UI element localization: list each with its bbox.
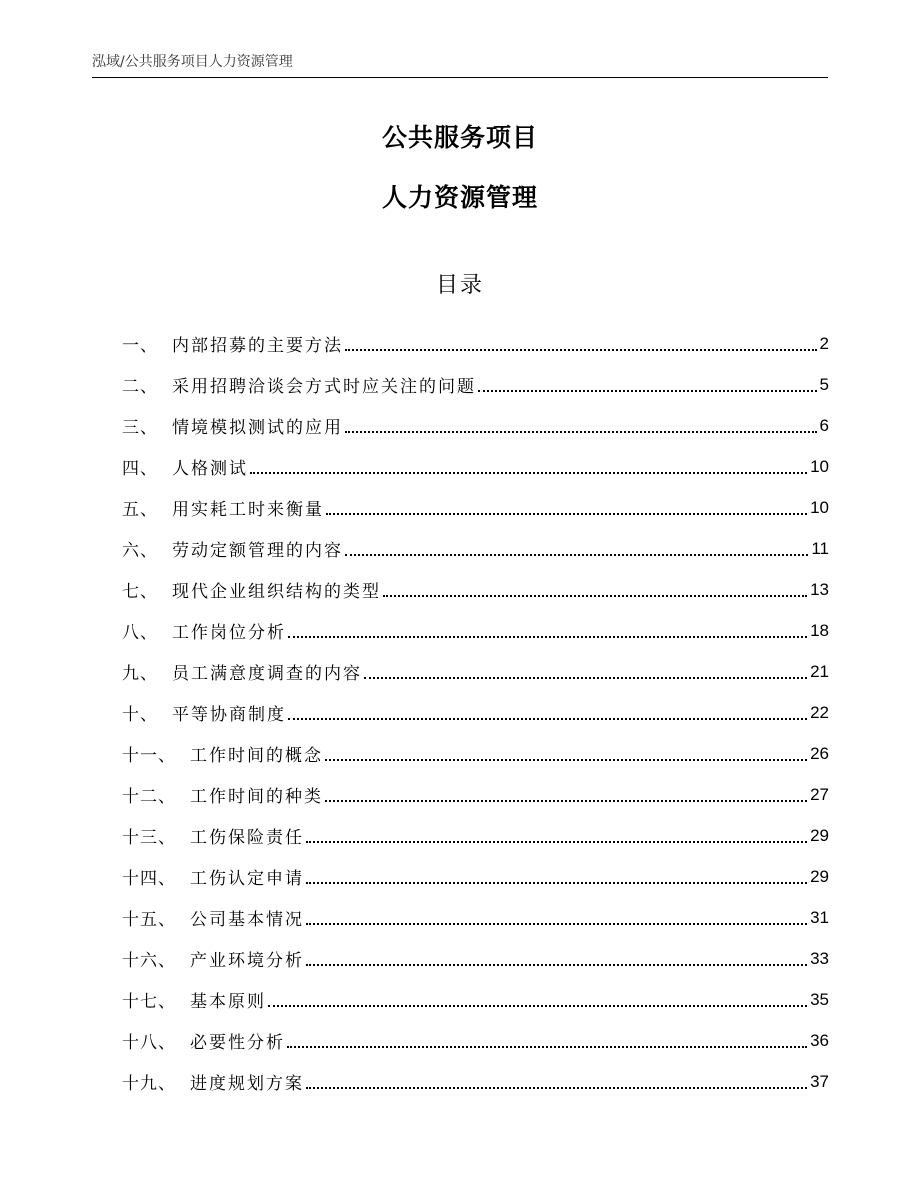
toc-entry-number: 十七、 bbox=[122, 992, 176, 1012]
toc-entry-page-number: 27 bbox=[810, 784, 829, 804]
toc-entry-label: 工作时间的概念 bbox=[190, 746, 323, 766]
toc-entry-number: 十二、 bbox=[122, 787, 176, 807]
toc-heading: 目录 bbox=[435, 273, 484, 298]
toc-entry-page-number: 18 bbox=[810, 620, 829, 640]
document-title-line-1: 公共服务项目 bbox=[381, 123, 538, 152]
toc-entry-page-number: 21 bbox=[810, 661, 829, 681]
toc-dot-leader bbox=[345, 349, 817, 351]
toc-entry-number: 六、 bbox=[122, 541, 158, 561]
toc-entry[interactable] bbox=[122, 364, 829, 405]
toc-entry-page-number: 26 bbox=[810, 743, 829, 763]
toc-entry-number: 十四、 bbox=[122, 869, 176, 889]
table-of-contents bbox=[122, 323, 829, 1102]
document-title-line-2: 人力资源管理 bbox=[381, 183, 538, 212]
toc-entry[interactable] bbox=[122, 610, 829, 651]
toc-dot-leader bbox=[325, 800, 807, 802]
toc-entry[interactable] bbox=[122, 692, 829, 733]
toc-entry-number: 九、 bbox=[122, 664, 158, 684]
toc-entry-label: 必要性分析 bbox=[190, 1033, 285, 1053]
toc-dot-leader bbox=[306, 964, 807, 966]
toc-entry-number: 八、 bbox=[122, 623, 158, 643]
toc-entry-number: 十、 bbox=[122, 705, 158, 725]
toc-entry-label: 进度规划方案 bbox=[190, 1074, 304, 1094]
toc-entry-number: 十三、 bbox=[122, 828, 176, 848]
toc-entry-label: 采用招聘洽谈会方式时应关注的问题 bbox=[172, 377, 476, 397]
toc-entry-page-number: 10 bbox=[810, 456, 829, 476]
toc-dot-leader bbox=[383, 595, 807, 597]
toc-entry[interactable] bbox=[122, 733, 829, 774]
toc-dot-leader bbox=[345, 431, 817, 433]
toc-entry-label: 平等协商制度 bbox=[172, 705, 286, 725]
toc-dot-leader bbox=[325, 759, 807, 761]
toc-dot-leader bbox=[478, 390, 817, 392]
toc-entry[interactable] bbox=[122, 405, 829, 446]
toc-entry-label: 产业环境分析 bbox=[190, 951, 304, 971]
toc-entry-label: 内部招募的主要方法 bbox=[172, 336, 343, 356]
toc-entry-page-number: 36 bbox=[810, 1030, 829, 1050]
toc-entry-number: 二、 bbox=[122, 377, 158, 397]
toc-entry-label: 工作岗位分析 bbox=[172, 623, 286, 643]
toc-dot-leader bbox=[288, 636, 807, 638]
toc-entry-number: 十六、 bbox=[122, 951, 176, 971]
toc-entry-number: 五、 bbox=[122, 500, 158, 520]
toc-dot-leader bbox=[268, 1005, 807, 1007]
toc-entry-page-number: 11 bbox=[811, 538, 829, 558]
toc-entry-page-number: 22 bbox=[810, 702, 829, 722]
toc-entry-page-number: 33 bbox=[810, 948, 829, 968]
toc-entry-number: 三、 bbox=[122, 418, 158, 438]
toc-entry[interactable] bbox=[122, 774, 829, 815]
toc-entry[interactable] bbox=[122, 487, 829, 528]
toc-entry[interactable] bbox=[122, 856, 829, 897]
toc-dot-leader bbox=[250, 472, 807, 474]
header-text: 泓域/公共服务项目人力资源管理 bbox=[92, 54, 293, 70]
toc-entry-page-number: 2 bbox=[819, 333, 829, 353]
toc-dot-leader bbox=[288, 718, 807, 720]
toc-dot-leader bbox=[306, 882, 807, 884]
toc-entry-page-number: 35 bbox=[810, 989, 829, 1009]
toc-entry-number: 十九、 bbox=[122, 1074, 176, 1094]
running-header bbox=[92, 50, 828, 78]
toc-dot-leader bbox=[326, 513, 807, 515]
toc-entry-label: 劳动定额管理的内容 bbox=[172, 541, 343, 561]
toc-entry-number: 七、 bbox=[122, 582, 158, 602]
toc-entry-number: 四、 bbox=[122, 459, 158, 479]
toc-dot-leader bbox=[287, 1046, 807, 1048]
toc-entry-label: 基本原则 bbox=[190, 992, 266, 1012]
toc-entry[interactable] bbox=[122, 323, 829, 364]
toc-dot-leader bbox=[306, 1087, 807, 1089]
toc-entry[interactable] bbox=[122, 446, 829, 487]
toc-entry-label: 情境模拟测试的应用 bbox=[172, 418, 343, 438]
toc-entry[interactable] bbox=[122, 569, 829, 610]
toc-entry[interactable] bbox=[122, 815, 829, 856]
toc-entry-label: 现代企业组织结构的类型 bbox=[172, 582, 381, 602]
toc-entry-label: 用实耗工时来衡量 bbox=[172, 500, 324, 520]
toc-entry-page-number: 6 bbox=[819, 415, 829, 435]
toc-entry-page-number: 13 bbox=[810, 579, 829, 599]
toc-entry-page-number: 29 bbox=[810, 825, 829, 845]
toc-entry[interactable] bbox=[122, 897, 829, 938]
toc-entry-number: 十五、 bbox=[122, 910, 176, 930]
toc-entry[interactable] bbox=[122, 528, 829, 569]
toc-entry[interactable] bbox=[122, 979, 829, 1020]
toc-entry-page-number: 31 bbox=[810, 907, 829, 927]
toc-entry-page-number: 29 bbox=[810, 866, 829, 886]
toc-entry-label: 公司基本情况 bbox=[190, 910, 304, 930]
toc-dot-leader bbox=[345, 554, 808, 556]
toc-entry-number: 一、 bbox=[122, 336, 158, 356]
toc-entry-number: 十八、 bbox=[122, 1033, 176, 1053]
toc-entry-number: 十一、 bbox=[122, 746, 176, 766]
toc-entry[interactable] bbox=[122, 1020, 829, 1061]
toc-entry-label: 人格测试 bbox=[172, 459, 248, 479]
toc-entry-label: 工伤认定申请 bbox=[190, 869, 304, 889]
toc-dot-leader bbox=[306, 923, 807, 925]
toc-entry[interactable] bbox=[122, 1061, 829, 1102]
toc-entry[interactable] bbox=[122, 651, 829, 692]
toc-entry-label: 工伤保险责任 bbox=[190, 828, 304, 848]
toc-entry-page-number: 37 bbox=[810, 1071, 829, 1091]
toc-entry-page-number: 10 bbox=[810, 497, 829, 517]
toc-entry-label: 员工满意度调查的内容 bbox=[172, 664, 362, 684]
toc-dot-leader bbox=[364, 677, 807, 679]
toc-dot-leader bbox=[306, 841, 807, 843]
toc-entry-page-number: 5 bbox=[819, 374, 829, 394]
toc-entry-label: 工作时间的种类 bbox=[190, 787, 323, 807]
toc-entry[interactable] bbox=[122, 938, 829, 979]
